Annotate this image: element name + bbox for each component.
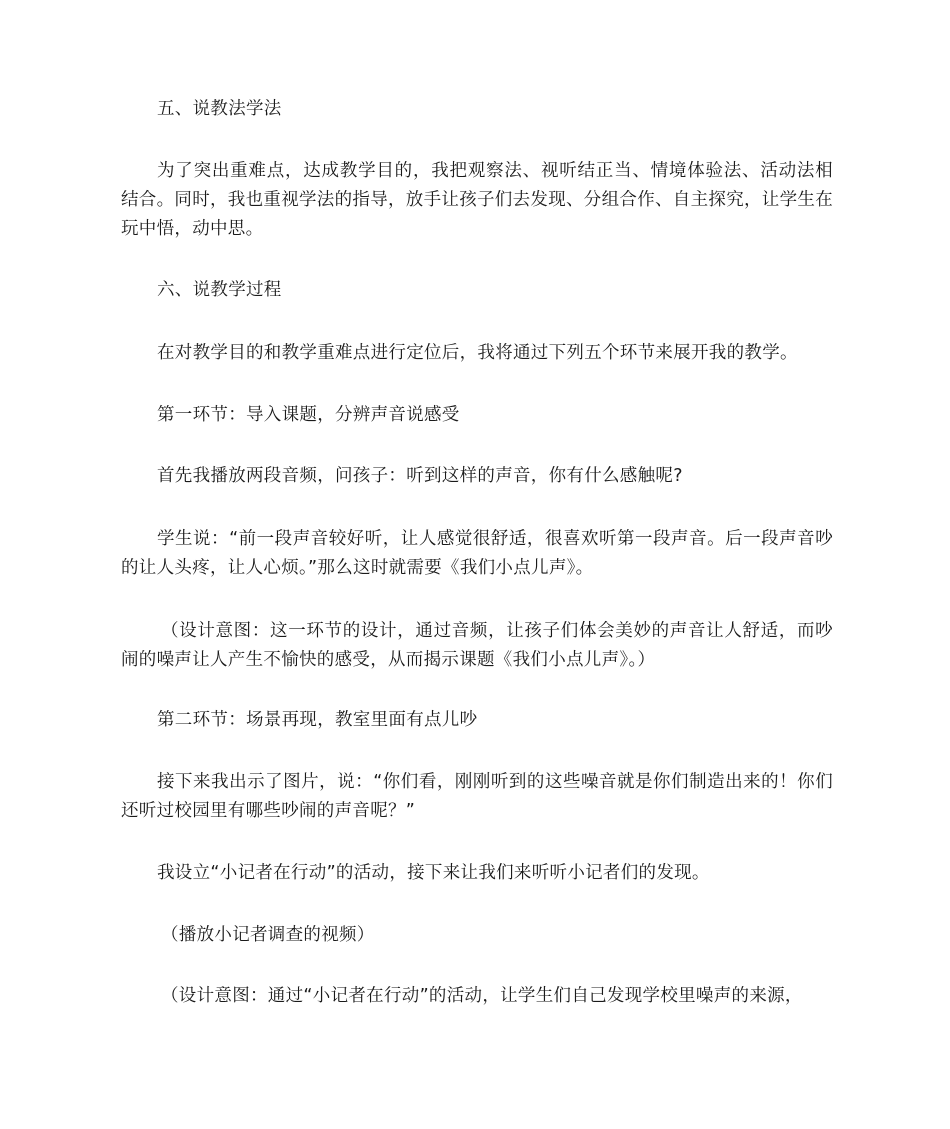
section-heading-teaching-methods: 五、说教法学法 [157, 99, 282, 119]
step-two-heading: 第二环节：场景再现，教室里面有点儿吵 [157, 710, 478, 730]
paragraph-design-intent-2: （设计意图：通过“小记者在行动”的活动，让学生们自己发现学校里噪声的来源， [161, 986, 803, 1006]
section-heading-teaching-process: 六、说教学过程 [157, 280, 282, 300]
paragraph-play-audio: 首先我播放两段音频，问孩子：听到这样的声音，你有什么感触呢? [157, 466, 683, 486]
paragraph-show-picture: 接下来我出示了图片，说：“你们看，刚刚听到的这些噪音就是你们制造出来的！你们还听过校园里有哪些吵闹的声音呢？” [121, 772, 833, 821]
paragraph-design-intent-1: （设计意图：这一环节的设计，通过音频，让孩子们体会美妙的声音让人舒适，而吵闹的噪声让人产生不愉快的感受，从而揭示课题《我们小点儿声》。） [121, 621, 833, 670]
paragraph-reporter-activity: 我设立“小记者在行动”的活动，接下来让我们来听听小记者们的发现。 [157, 863, 710, 883]
paragraph-play-video: （播放小记者调查的视频） [161, 925, 375, 945]
paragraph-teaching-methods: 为了突出重难点，达成教学目的，我把观察法、视听结正当、情境体验法、活动法相结合。同时，我也重视学法的指导，放手让孩子们去发现、分组合作、自主探究，让学生在玩中悟，动中思。 [121, 161, 833, 239]
paragraph-process-intro: 在对教学目的和教学重难点进行定位后，我将通过下列五个环节来展开我的教学。 [157, 343, 798, 363]
paragraph-student-response: 学生说：“前一段声音较好听，让人感觉很舒适，很喜欢听第一段声音。后一段声音吵的让人头疼，让人心烦。”那么这时就需要《我们小点儿声》。 [121, 529, 833, 578]
step-one-heading: 第一环节：导入课题，分辨声音说感受 [157, 405, 460, 425]
